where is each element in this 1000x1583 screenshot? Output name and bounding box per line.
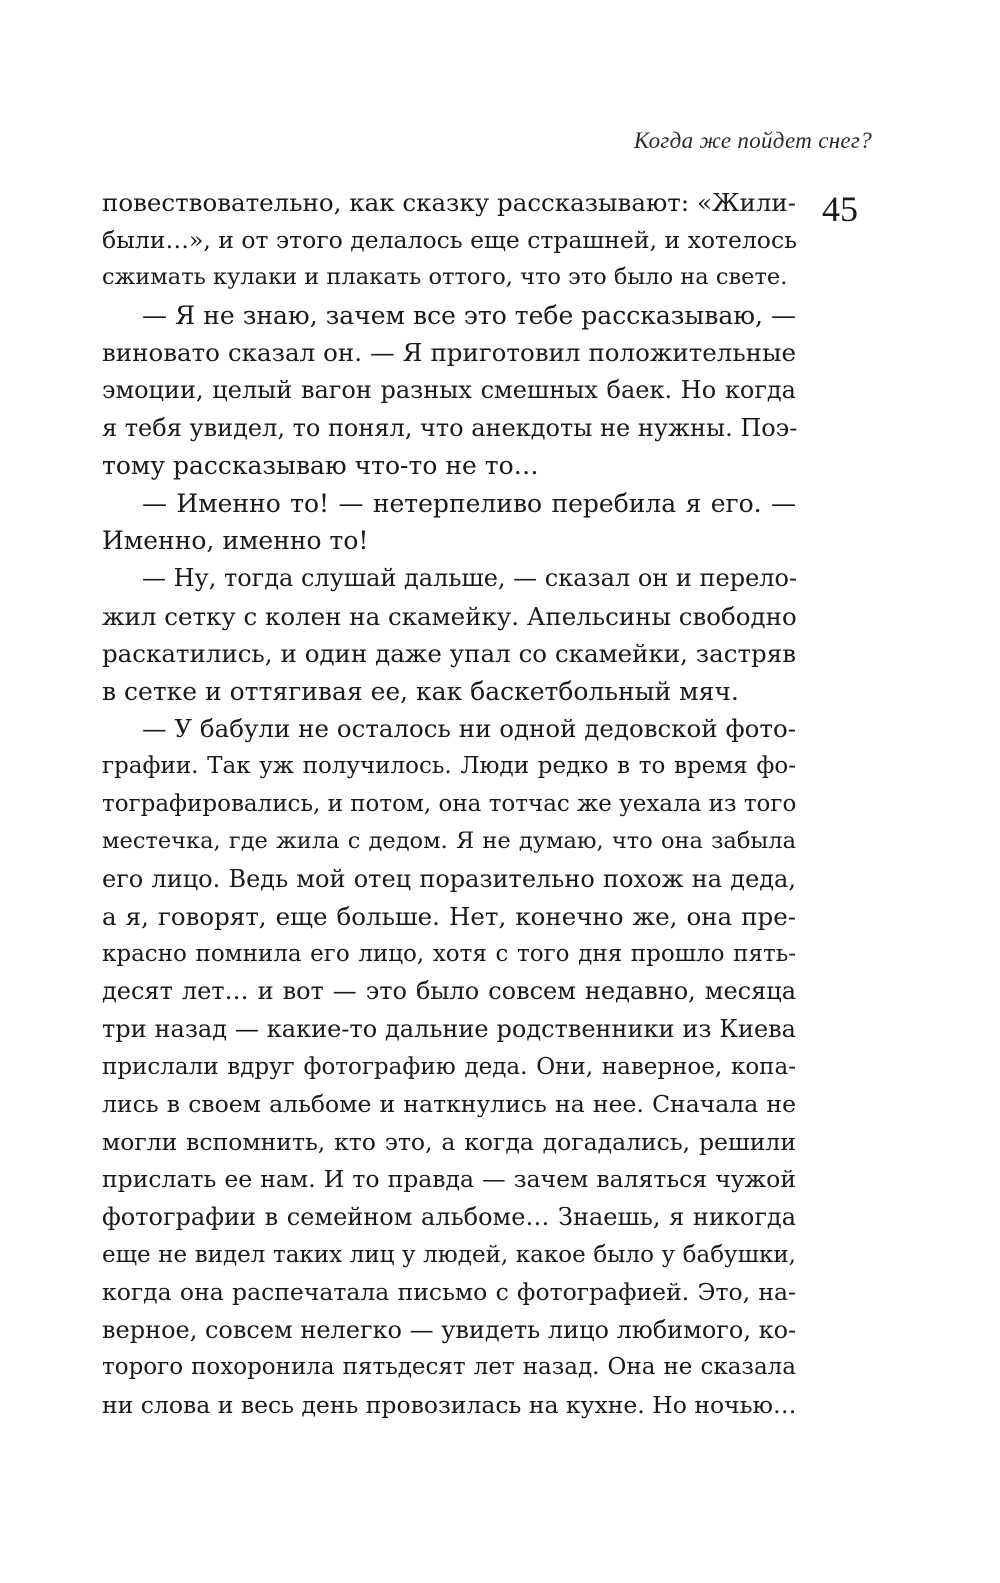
text-line: повествовательно, как сказку рассказывают: «Жили- [102, 188, 796, 217]
text-line: еще не видел таких лиц у людей, какое было у бабушки, [102, 1241, 796, 1268]
text-line: раскатились, и один даже упал со скамейки, застряв [102, 639, 796, 669]
text-line: эмоции, целый вагон разных смешных баек. Но когда [102, 375, 796, 404]
running-head: Когда же пойдет снег? [633, 128, 872, 153]
text-line: были…», и от этого делалось еще страшней, и хотелось [102, 225, 797, 254]
text-line: — Именно то! — нетерпеливо перебила я его. — [142, 488, 796, 518]
text-line: — У бабули не осталось ни одной дедовской фото- [142, 714, 796, 744]
text-line: я тебя увидел, то понял, что анекдоты не нужны. Поэ- [102, 413, 798, 442]
text-line: местечка, где жила с дедом. Я не думаю, что она забыла [102, 828, 796, 855]
text-line: в сетке и оттягивая ее, как баскетбольный мяч. [102, 676, 739, 706]
text-line: ни слова и весь день провозилась на кухне. Но ночью… [102, 1391, 797, 1419]
text-line: когда она распечатала письмо с фотографией. Это, на- [102, 1278, 796, 1307]
text-line: прислать ее нам. И то правда — зачем валяться чужой [102, 1165, 796, 1194]
text-line: а я, говорят, еще больше. Нет, конечно же, она пре- [102, 902, 796, 932]
text-line: фотографии в семейном альбоме… Знаешь, я никогда [102, 1203, 796, 1232]
text-line: три назад — какие-то дальние родственники из Киева [102, 1015, 796, 1044]
text-line: тографировались, и потом, она тотчас же уехала из того [102, 790, 797, 817]
text-line: красно помнила его лицо, хотя с того дня прошло пять- [102, 940, 796, 967]
text-line: — Ну, тогда слушай дальше, — сказал он и перело- [142, 563, 798, 592]
text-line: могли вспомнить, кто это, а когда догадались, решили [102, 1127, 796, 1156]
text-line: торого похоронила пятьдесят лет назад. Она не сказала [102, 1354, 796, 1381]
text-line: прислали вдруг фотографию деда. Они, наверное, копа- [102, 1053, 796, 1080]
text-line: десят лет… и вот — это было совсем недавно, месяца [102, 977, 796, 1006]
text-line: его лицо. Ведь мой отец поразительно похож на деда, [102, 864, 796, 893]
text-line: — Я не знаю, зачем все это тебе рассказываю, — [142, 300, 796, 330]
text-line: сжимать кулаки и плакать оттого, что это было на свете. [102, 264, 788, 291]
text-line: графии. Так уж получилось. Люди редко в то время фо- [102, 752, 796, 779]
text-line: жил сетку с колен на скамейку. Апельсины свободно [102, 601, 797, 631]
text-line: тому рассказываю что-то не то… [102, 451, 539, 481]
page-number: 45 [822, 189, 858, 229]
body-text [102, 184, 796, 1425]
text-line: Именно, именно то! [102, 526, 369, 556]
text-line: верное, совсем нелегко — увидеть лицо любимого, ко- [102, 1315, 797, 1344]
text-line: лись в своем альбоме и наткнулись на нее. Сначала не [102, 1090, 796, 1119]
text-line: виновато сказал он. — Я приготовил положительные [102, 338, 796, 368]
